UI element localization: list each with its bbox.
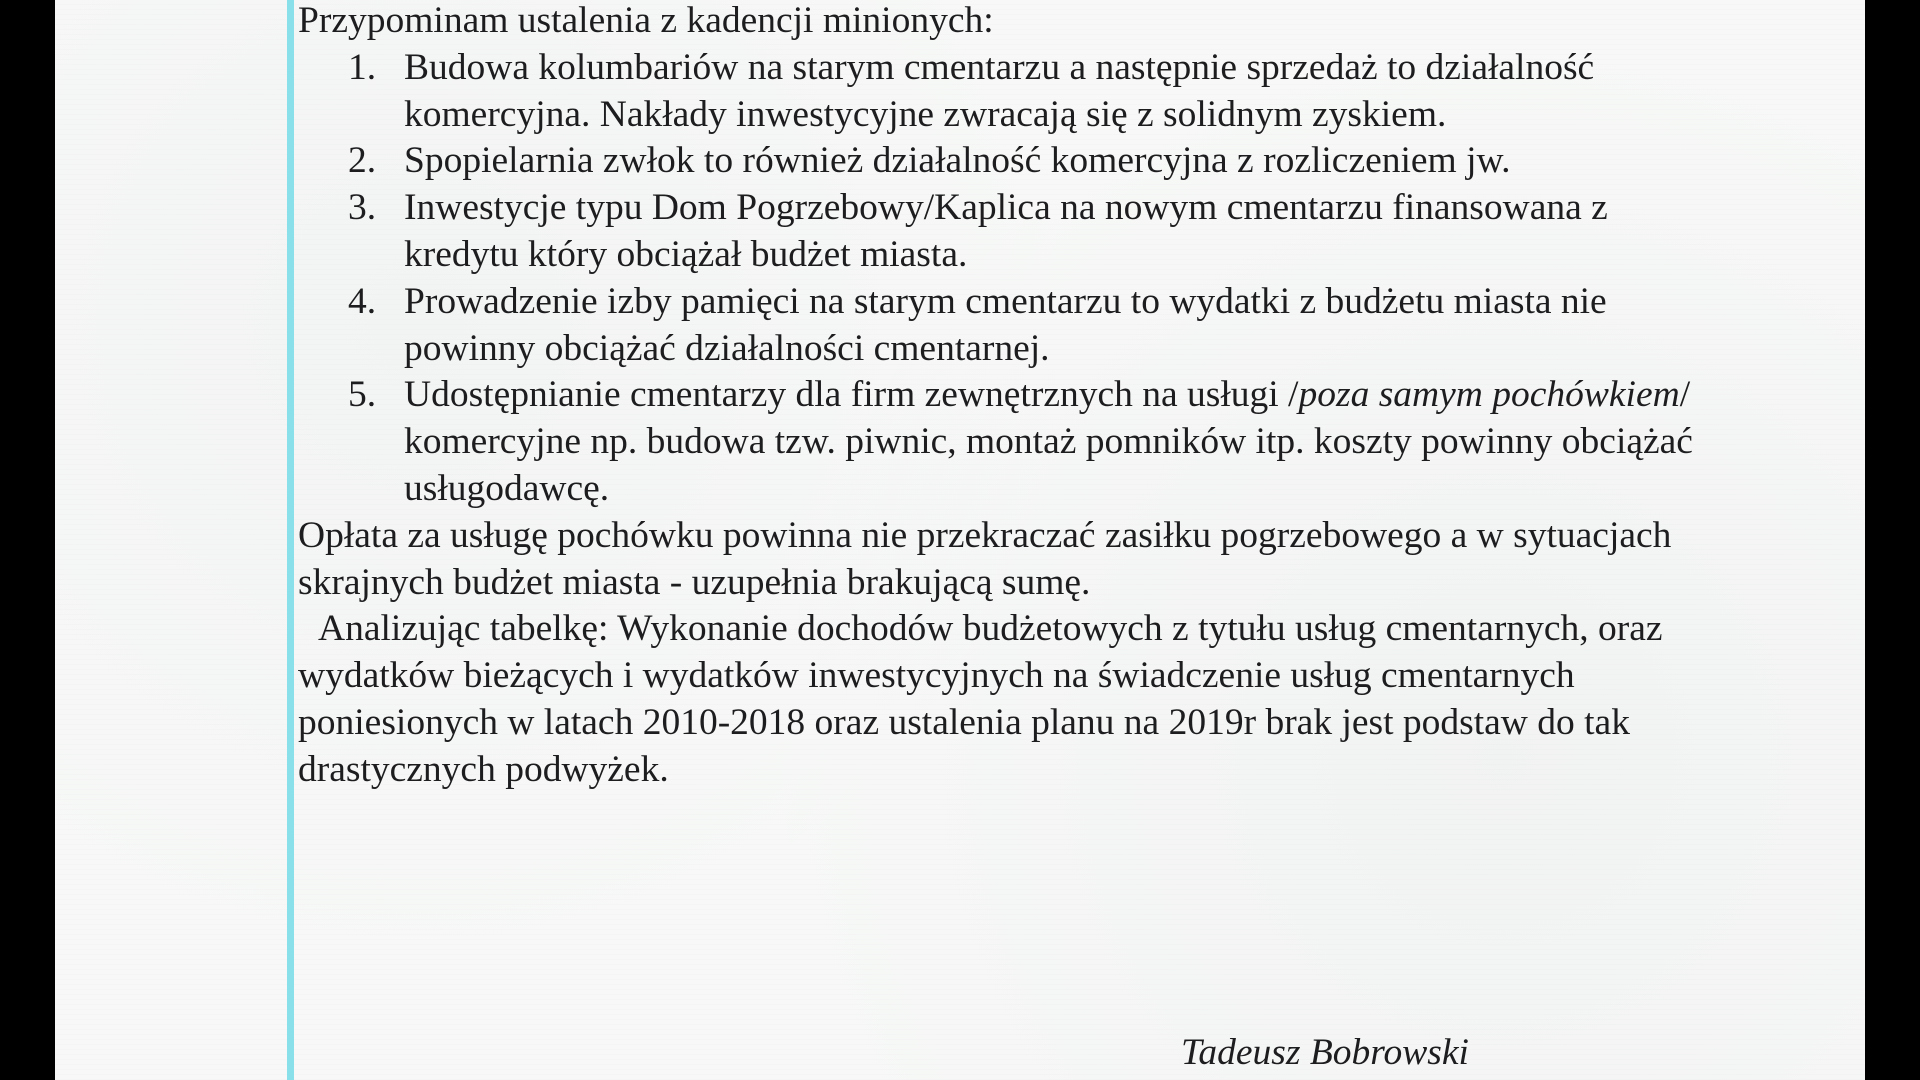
list-item-number: 2. [348, 140, 377, 182]
list-item-text: Prowadzenie izby pamięci na starym cmentarzu to wydatki z budżetu miasta nie powinny obciążać działalności cmentarnej. [404, 280, 1607, 369]
list-item [298, 372, 1709, 512]
list-item [298, 185, 1709, 279]
scanned-page [55, 0, 1865, 1080]
list-item [298, 138, 1709, 185]
list-item [298, 279, 1709, 373]
list-item-text: Budowa kolumbariów na starym cmentarzu a następnie sprzedaż to działalność komercyjna. Nakłady inwestycyjne zwracają się z solidnym zyskiem. [404, 46, 1595, 135]
list-item-text: Inwestycje typu Dom Pogrzebowy/Kaplica na nowym cmentarzu finansowana z kredytu który obciążał budżet miasta. [404, 187, 1608, 275]
list-item-number: 4. [348, 280, 377, 322]
list-item-number: 1. [348, 46, 377, 88]
numbered-list [298, 45, 1718, 513]
margin-rule [287, 0, 294, 1080]
document-body [298, 0, 1718, 794]
list-item-text: Spopielarnia zwłok to również działalność komercyjna z rozliczeniem jw. [404, 140, 1511, 182]
list-item-text-after: / komercyjne np. budowa tzw. piwnic, montaż pomników itp. koszty powinny obciążać usługodawcę. [404, 374, 1693, 509]
list-item-number: 5. [348, 374, 377, 416]
signature: Tadeusz Bobrowski [1181, 1032, 1469, 1073]
list-item-number: 3. [348, 187, 377, 229]
list-item-text-italic: poza samym pochówkiem [1298, 374, 1680, 416]
list-item-text-before: Udostępnianie cmentarzy dla firm zewnętrznych na usługi / [404, 374, 1299, 416]
fee-paragraph: Opłata za usługę pochówku powinna nie przekraczać zasiłku pogrzebowego a w sytuacjach skrajnych budżet miasta - uzupełnia brakującą sumę. [298, 514, 1672, 603]
list-item [298, 45, 1709, 139]
analysis-paragraph: Analizując tabelkę: Wykonanie dochodów budżetowych z tytułu usług cmentarnych, oraz wydatków bieżących i wydatków inwestycyjnych na świadczenie usług cmentarnych poniesionych w latach 2010-2018 oraz ustalenia planu na 2019r brak jest podstaw do tak drastycznych podwyżek. [298, 608, 1663, 790]
intro-line: Przypominam ustalenia z kadencji minionych: [298, 0, 994, 41]
